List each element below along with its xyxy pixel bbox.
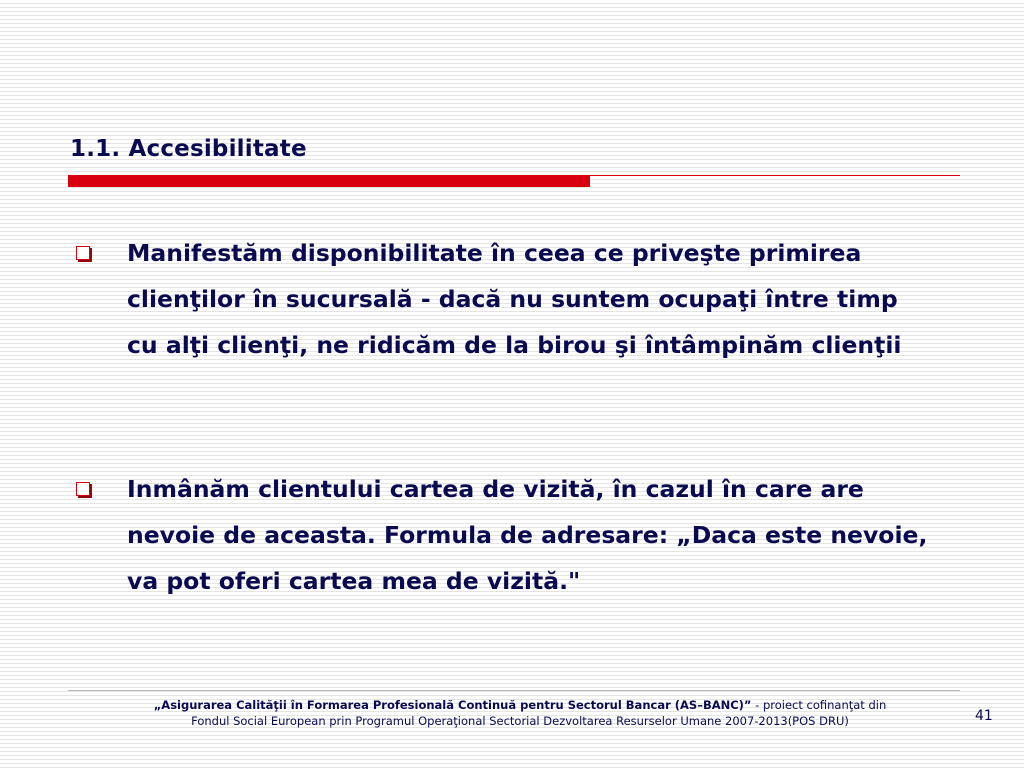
bullet-item <box>76 474 936 604</box>
square-bullet-icon <box>76 482 90 496</box>
bullet-text: Inmânăm clientului cartea de vizită, în cazul în care are nevoie de aceasta. Formula de adresare: „Daca este nevoie, va pot oferi cartea mea de vizită." <box>127 475 928 595</box>
bullet-item <box>76 238 936 368</box>
footer-text <box>70 697 970 729</box>
footer-divider <box>68 690 960 691</box>
page-number: 41 <box>975 708 993 724</box>
footer-project-title: „Asigurarea Calităţii în Formarea Profesională Continuă pentru Sectorul Bancar (AS–BANC)” <box>153 698 752 712</box>
square-bullet-icon <box>76 246 90 260</box>
title-underline-thick <box>68 175 590 187</box>
footer-project-suffix: - proiect cofinanţat din <box>751 698 887 712</box>
bullet-text: Manifestăm disponibilitate în ceea ce priveşte primirea clienţilor în sucursală - dacă nu suntem ocupaţi între timp cu alţi clienţi, ne ridicăm de la birou şi întâmpinăm clienţii <box>127 239 902 359</box>
footer-funding-line: Fondul Social European prin Programul Operaţional Sectorial Dezvoltarea Resurselor Umane 2007-2013(POS DRU) <box>191 714 849 728</box>
title-underline-thin <box>590 175 960 176</box>
slide-title: 1.1. Accesibilitate <box>70 136 307 162</box>
